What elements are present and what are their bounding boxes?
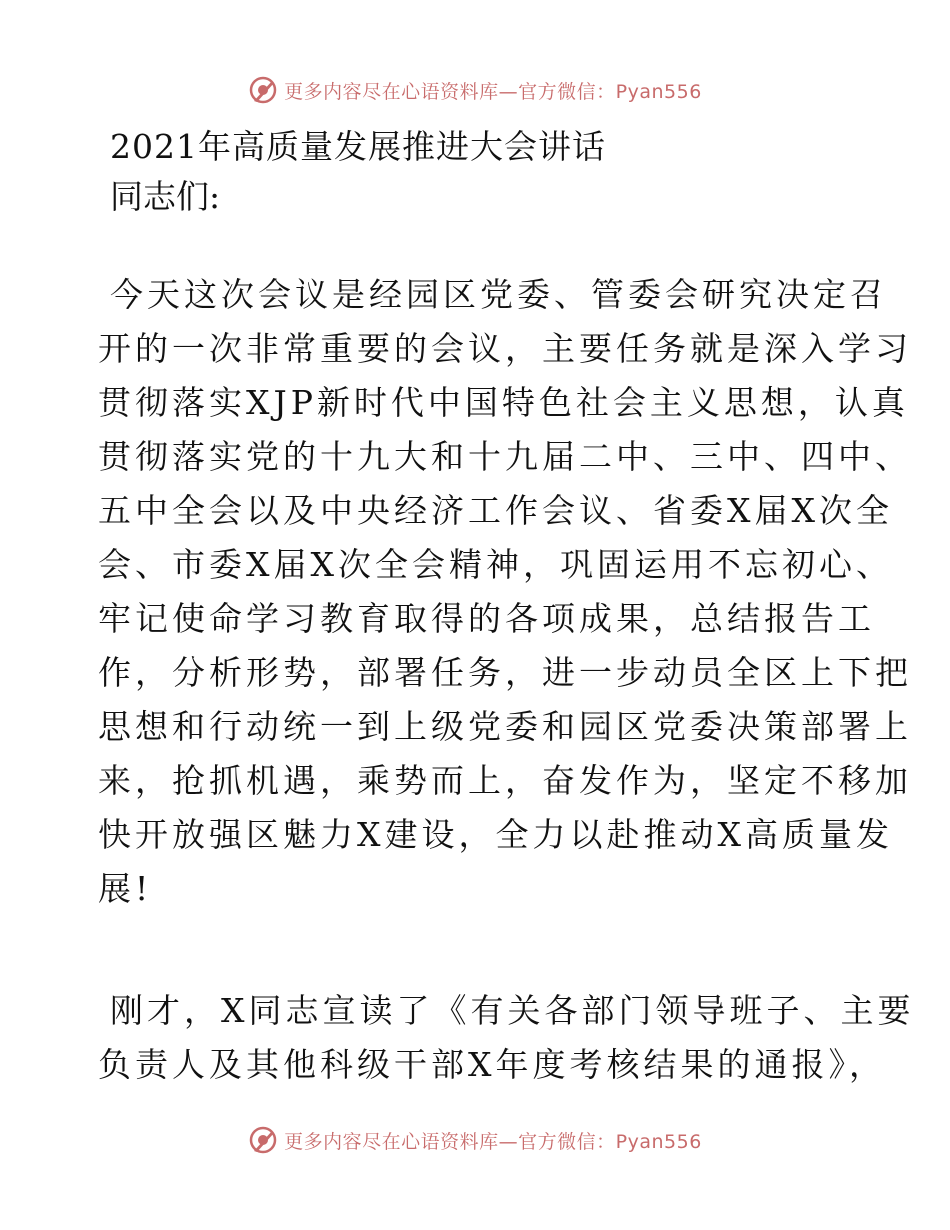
- paragraph-line: 开的一次非常重要的会议，主要任务就是深入学习: [98, 329, 912, 368]
- paragraph-line: 牢记使命学习教育取得的各项成果，总结报告工: [98, 599, 875, 638]
- paragraph-line: 来，抢抓机遇，乘势而上，奋发作为，坚定不移加: [98, 761, 912, 800]
- paragraph-2: [98, 984, 915, 1092]
- paragraph-line: 作，分析形势，部署任务，进一步动员全区上下把: [98, 653, 912, 692]
- quill-logo-icon: [248, 1125, 278, 1155]
- paragraph-line: 会、市委X届X次全会精神，巩固运用不忘初心、: [98, 545, 893, 584]
- paragraph-line: 展!: [98, 869, 153, 908]
- quill-logo-icon: [248, 75, 278, 105]
- paragraph-line: 思想和行动统一到上级党委和园区党委决策部署上: [98, 707, 912, 746]
- watermark-text: 更多内容尽在心语资料库—官方微信：Pyan556: [284, 80, 702, 103]
- watermark-wechat-id: Pyan556: [615, 80, 702, 103]
- paragraph-line: 五中全会以及中央经济工作会议、省委X届X次全: [98, 491, 893, 530]
- paragraph-line: 贯彻落实党的十九大和十九届二中、三中、四中、: [98, 437, 912, 476]
- footer-watermark: [0, 1120, 950, 1160]
- document-title: 2021年高质量发展推进大会讲话: [110, 127, 606, 166]
- watermark-wechat-id: Pyan556: [615, 1130, 702, 1153]
- paragraph-line: 刚才，X同志宣读了《有关各部门领导班子、主要: [110, 991, 915, 1030]
- paragraph-line: 快开放强区魅力X建设，全力以赴推动X高质量发: [98, 815, 893, 854]
- paragraph-line: 负责人及其他科级干部X年度考核结果的通报》，: [98, 1045, 886, 1084]
- paragraph-1: [98, 268, 912, 916]
- paragraph-line: 今天这次会议是经园区党委、管委会研究决定召: [110, 275, 887, 314]
- header-watermark: [0, 70, 950, 110]
- paragraph-line: 贯彻落实XJP新时代中国特色社会主义思想，认真: [98, 383, 909, 422]
- salutation: 同志们:: [110, 177, 221, 216]
- watermark-text: 更多内容尽在心语资料库—官方微信：Pyan556: [284, 1130, 702, 1153]
